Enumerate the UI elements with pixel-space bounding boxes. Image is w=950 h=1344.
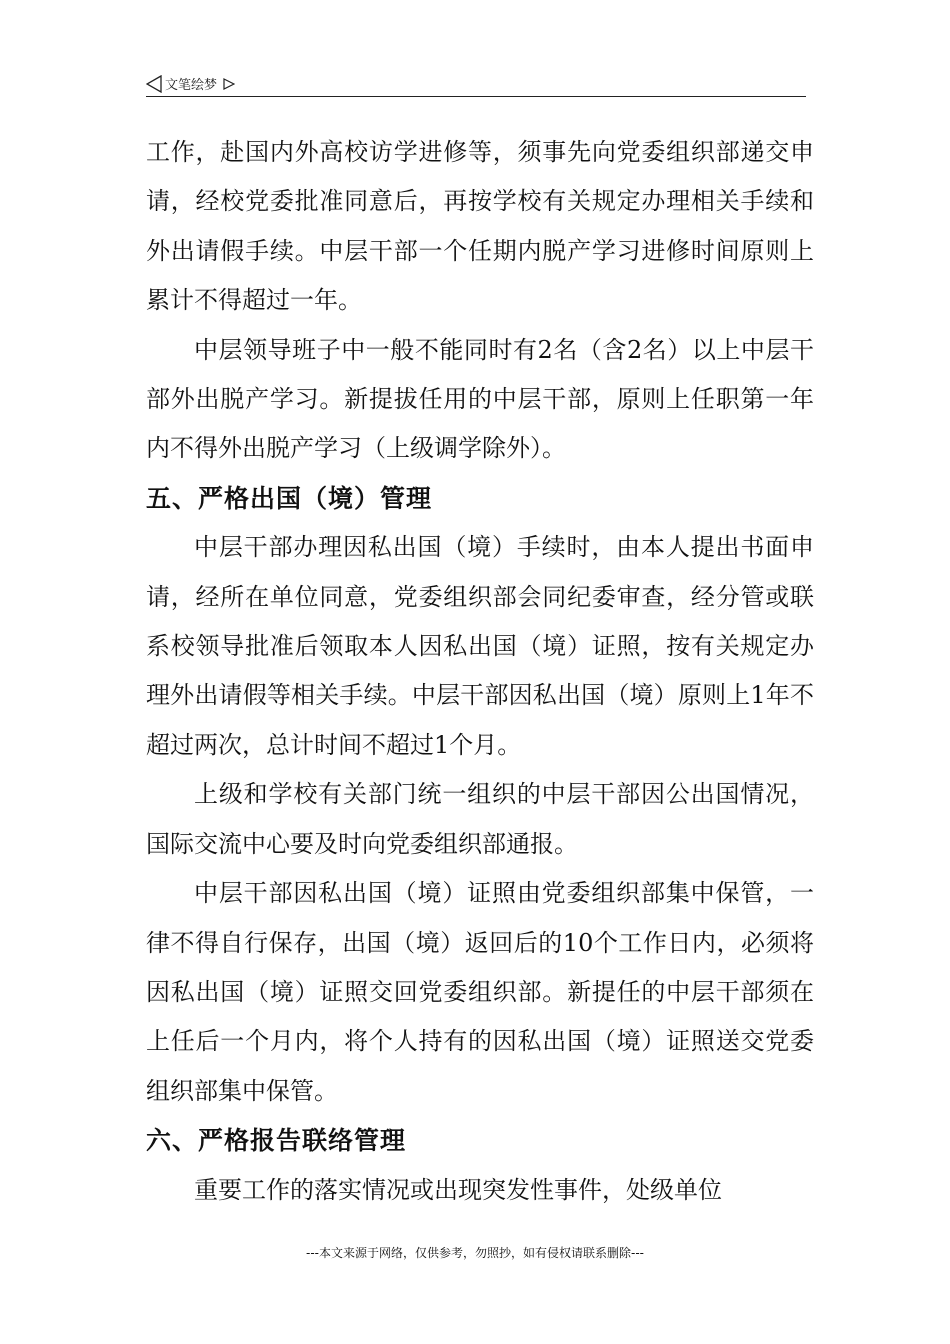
paragraph-6: 重要工作的落实情况或出现突发性事件，处级单位: [194, 1175, 722, 1204]
document-body: [146, 128, 814, 1215]
triangle-left-icon: [146, 75, 162, 93]
paragraph-5: 中层干部因私出国（境）证照由党委组织部集中保管，一律不得自行保存，出国（境）返回后的10个工作日内，必须将因私出国（境）证照交回党委组织部。新提任的中层干部须在上任后一个月内，将个人持有的因私出国（境）证照送交党委组织部集中保管。: [146, 879, 814, 1105]
footer-notice: ---本文来源于网络，仅供参考，勿照抄，如有侵权请联系删除---: [306, 1246, 644, 1260]
section-heading-5: 五、严格出国（境）管理: [146, 483, 433, 513]
header-rule: [146, 96, 806, 97]
paragraph-1: 工作，赴国内外高校访学进修等，须事先向党委组织部递交申请，经校党委批准同意后，再按学校有关规定办理相关手续和外出请假手续。中层干部一个任期内脱产学习进修时间原则上累计不得超过一年。: [146, 138, 814, 315]
header-brand: [146, 74, 235, 93]
paragraph-2: 中层领导班子中一般不能同时有2名（含2名）以上中层干部外出脱产学习。新提拔任用的中层干部，原则上任职第一年内不得外出脱产学习（上级调学除外）。: [146, 335, 814, 463]
paragraph-4: 上级和学校有关部门统一组织的中层干部因公出国情况，国际交流中心要及时向党委组织部通报。: [146, 780, 814, 858]
header-brand-text: 文笔绘梦: [165, 78, 218, 93]
paragraph-3: 中层干部办理因私出国（境）手续时，由本人提出书面申请，经所在单位同意，党委组织部会同纪委审查，经分管或联系校领导批准后领取本人因私出国（境）证照，按有关规定办理外出请假等相关手续。中层干部因私出国（境）原则上1年不超过两次，总计时间不超过1个月。: [146, 533, 814, 759]
section-heading-6: 六、严格报告联络管理: [146, 1126, 407, 1156]
triangle-right-icon: [223, 78, 235, 90]
page-header: [146, 72, 806, 98]
